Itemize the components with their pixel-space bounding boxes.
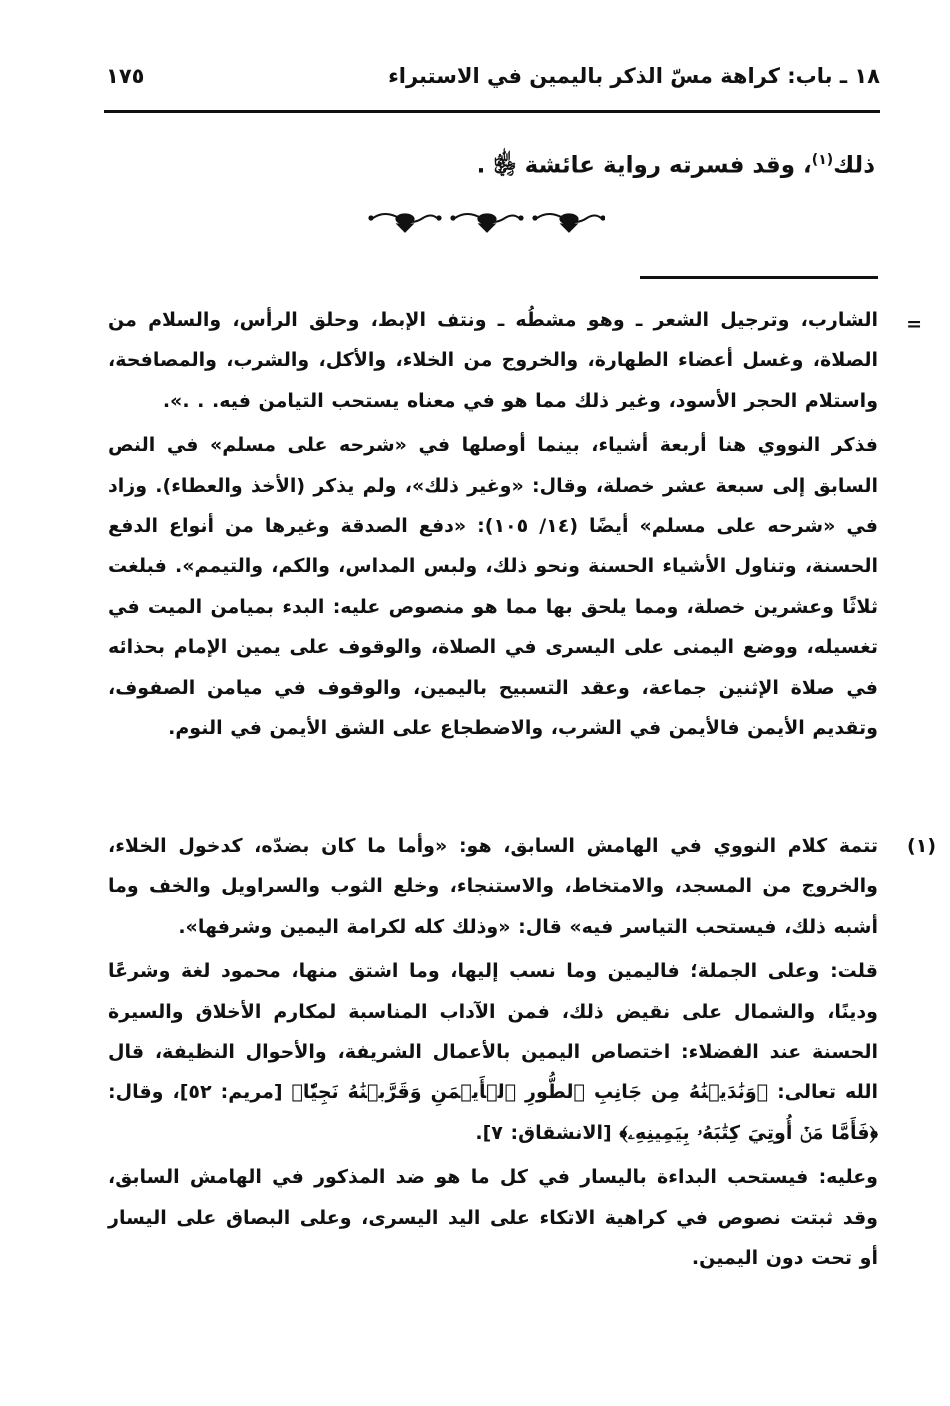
footnote-paragraph: تتمة كلام النووي في الهامش السابق، هو: «وأما ما كان بضدّه، كدخول الخلاء، والخروج من المسجد، والامتخاط، والاستنجاء، وخلع الثوب والسراويل والخف وما أشبه ذلك، فيستحب التياسر فيه» قال: «وذلك كله لكرامة اليمين وشرفها».: [108, 835, 878, 938]
continuation-marker: =: [906, 313, 922, 335]
running-header: [100, 62, 880, 102]
main-text: [95, 140, 875, 186]
ornament-piece: [369, 214, 441, 232]
footnote-continuation: [108, 300, 922, 748]
footnote-paragraph: وعليه: فيستحب البداءة باليسار في كل ما هو ضد المذكور في الهامش السابق، وقد ثبتت نصوص في كراهية الاتكاء على اليد اليسرى، وعلى البصاق على اليسار أو تحت دون اليمين.: [108, 1166, 878, 1270]
footnote-number: (١): [907, 835, 936, 857]
main-text-start: ذلك: [833, 152, 875, 179]
ornament-piece: [533, 214, 605, 232]
page-number: ١٧٥: [106, 64, 145, 88]
ornament-piece: [451, 214, 523, 232]
footnote-paragraph-qult: [108, 951, 878, 1153]
chapter-title: ١٨ ـ باب: كراهة مسّ الذكر باليمين في الاستبراء: [388, 64, 880, 88]
header-rule: [104, 110, 880, 113]
footnote-paragraph: فذكر النووي هنا أربعة أشياء، بينما أوصلها في «شرحه على مسلم» في النص السابق إلى سبعة عشر خصلة، وقال: «وغير ذلك»، ولم يذكر (الأخذ والعطاء). وزاد في «شرحه على مسلم» أيضًا (١٤/ ١٠٥): «دفع الصدقة وغيرها من أنواع الدفع الحسنة، وتناول الأشياء الحسنة ونحو ذلك، ولبس المداس، والكم، والتيمم». فبلغت ثلاثًا وعشرين خصلة، ومما يلحق بها مما هو منصوص عليه: البدء بميامن الميت في تغسيله، ووضع اليمنى على اليسرى في الصلاة، والوقوف على يمين الإمام بحذائه في صلاة الإثنين جماعة، وعقد التسبيح باليمين، والوقوف في ميامن الصفوف، وتقديم الأيمن فالأيمن في الشرب، والاضطجاع على الشق الأيمن في النوم.: [108, 434, 878, 740]
footnote-separator: [640, 276, 878, 279]
main-text-end: ، وقد فسرته رواية عائشة ﵂ .: [476, 152, 812, 179]
ornament-divider-icon: [365, 206, 605, 236]
footnote-paragraph: الشارب، وترجيل الشعر ـ وهو مشطُه ـ ونتف الإبط، وحلق الرأس، والسلام من الصلاة، وغسل أعضاء الطهارة، والخروج من الخلاء، والأكل، والشرب، والمصافحة، واستلام الحجر الأسود، وغير ذلك مما هو في معناه يستحب التيامن فيه. . .».: [108, 309, 878, 412]
qult-label: قلت:: [830, 960, 878, 983]
footnote-ref-1: (١): [811, 152, 834, 168]
qult-text: وعلى الجملة؛ فاليمين وما نسب إليها، وما اشتق منها، محمود لغة وشرعًا ودينًا، والشمال على نقيض ذلك، فمن الآداب المناسبة لمكارم الأخلاق والسيرة الحسنة عند الفضلاء: اختصاص اليمين بالأعمال الشريفة، والأحوال النظيفة، قال الله تعالى: ﴿وَنَٰدَيۡنَٰهُ مِن جَانِبِ ٱلطُّورِ ٱلۡأَيۡمَنِ وَقَرَّبۡنَٰهُ نَجِيّٗا﴾ [مريم: ٥٢]، وقال: ﴿فَأَمَّا مَنۡ أُوتِيَ كِتَٰبَهُۥ بِيَمِينِهِۦ﴾ [الانشقاق: ٧].: [108, 960, 878, 1144]
footnote-1: [108, 826, 936, 1278]
